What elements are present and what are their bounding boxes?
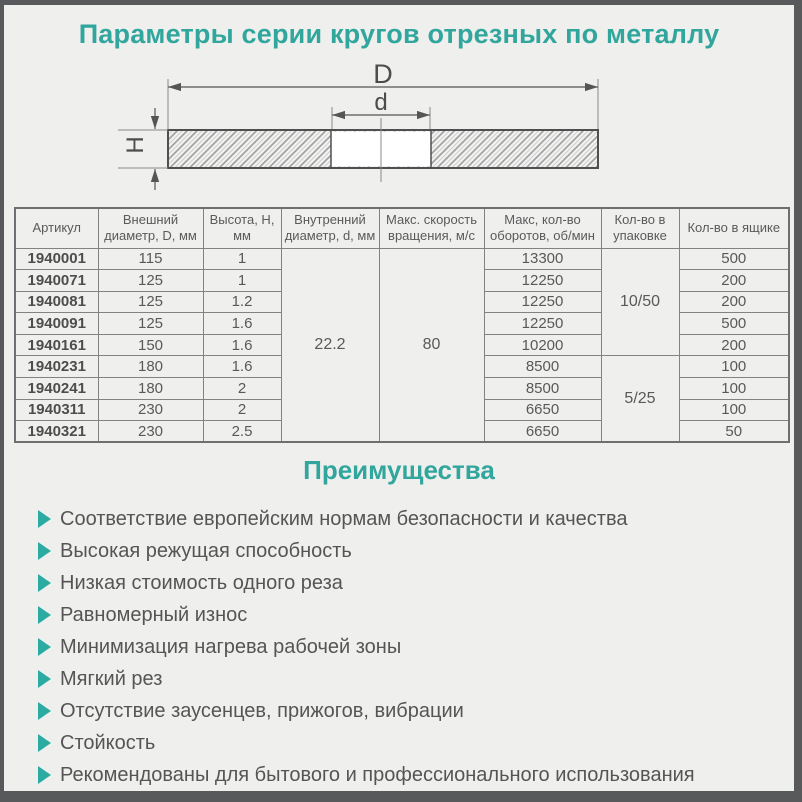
advantage-text: Минимизация нагрева рабочей зоны <box>60 635 402 658</box>
bullet-triangle-icon <box>38 702 51 720</box>
list-item <box>38 567 778 599</box>
col-header-max-speed: Макс. скорость вращения, м/с <box>379 208 484 248</box>
article-cell: 1940321 <box>15 421 98 443</box>
outer-d-cell: 125 <box>98 270 203 292</box>
list-item <box>38 695 778 727</box>
advantages-list <box>38 503 778 791</box>
height-cell: 1 <box>203 270 281 292</box>
qty-box-cell: 500 <box>679 313 789 335</box>
height-cell: 2 <box>203 399 281 421</box>
article-cell: 1940161 <box>15 334 98 356</box>
table-header-row <box>15 208 789 248</box>
table-row <box>15 248 789 270</box>
list-item <box>38 631 778 663</box>
max-rpm-cell: 12250 <box>484 270 601 292</box>
max-rpm-cell: 12250 <box>484 291 601 313</box>
inner-diameter-merged-cell: 22.2 <box>281 248 379 442</box>
qty-box-cell: 50 <box>679 421 789 443</box>
dimension-d-label: d <box>374 89 388 116</box>
bullet-triangle-icon <box>38 510 51 528</box>
list-item <box>38 727 778 759</box>
qty-box-cell: 100 <box>679 399 789 421</box>
article-cell: 1940071 <box>15 270 98 292</box>
qty-box-cell: 200 <box>679 291 789 313</box>
bullet-triangle-icon <box>38 606 51 624</box>
advantages-title: Преимущества <box>303 455 495 485</box>
max-speed-merged-cell: 80 <box>379 248 484 442</box>
advantage-text: Отсутствие заусенцев, прижогов, вибрации <box>60 699 464 722</box>
article-cell: 1940091 <box>15 313 98 335</box>
article-cell: 1940081 <box>15 291 98 313</box>
max-rpm-cell: 8500 <box>484 378 601 400</box>
list-item <box>38 663 778 695</box>
qty-box-cell: 200 <box>679 334 789 356</box>
outer-d-cell: 230 <box>98 399 203 421</box>
pack-qty-merged-cell-top: 10/50 <box>601 248 679 356</box>
max-rpm-cell: 6650 <box>484 399 601 421</box>
outer-d-cell: 230 <box>98 421 203 443</box>
outer-d-cell: 125 <box>98 291 203 313</box>
advantage-text: Соответствие европейским нормам безопасности и качества <box>60 507 628 530</box>
height-cell: 1.2 <box>203 291 281 313</box>
spec-table <box>14 207 790 443</box>
col-header-height: Высота, Н, мм <box>203 208 281 248</box>
col-header-max-rpm: Макс, кол-во оборотов, об/мин <box>484 208 601 248</box>
bullet-triangle-icon <box>38 542 51 560</box>
max-rpm-cell: 8500 <box>484 356 601 378</box>
article-cell: 1940241 <box>15 378 98 400</box>
height-cell: 1.6 <box>203 334 281 356</box>
max-rpm-cell: 6650 <box>484 421 601 443</box>
advantage-text: Низкая стоимость одного реза <box>60 571 343 594</box>
col-header-outer-diameter: Внешний диаметр, D, мм <box>98 208 203 248</box>
list-item <box>38 503 778 535</box>
max-rpm-cell: 10200 <box>484 334 601 356</box>
col-header-article: Артикул <box>15 208 98 248</box>
outer-d-cell: 125 <box>98 313 203 335</box>
outer-d-cell: 180 <box>98 356 203 378</box>
height-cell: 1 <box>203 248 281 270</box>
bullet-triangle-icon <box>38 638 51 656</box>
page-title: Параметры серии кругов отрезных по металлу <box>78 19 720 49</box>
article-cell: 1940311 <box>15 399 98 421</box>
list-item <box>38 599 778 631</box>
dimension-D-label: D <box>373 59 393 89</box>
qty-box-cell: 100 <box>679 356 789 378</box>
article-cell: 1940001 <box>15 248 98 270</box>
list-item <box>38 535 778 567</box>
advantage-text: Рекомендованы для бытового и профессионального использования <box>60 763 695 786</box>
height-cell: 1.6 <box>203 356 281 378</box>
bullet-triangle-icon <box>38 766 51 784</box>
outer-d-cell: 180 <box>98 378 203 400</box>
qty-box-cell: 200 <box>679 270 789 292</box>
article-cell: 1940231 <box>15 356 98 378</box>
height-cell: 2.5 <box>203 421 281 443</box>
advantage-text: Высокая режущая способность <box>60 539 352 562</box>
max-rpm-cell: 12250 <box>484 313 601 335</box>
height-cell: 1.6 <box>203 313 281 335</box>
pack-qty-merged-cell-bottom: 5/25 <box>601 356 679 442</box>
height-cell: 2 <box>203 378 281 400</box>
qty-box-cell: 500 <box>679 248 789 270</box>
disc-cross-section-diagram <box>110 58 690 202</box>
list-item <box>38 759 778 791</box>
qty-box-cell: 100 <box>679 378 789 400</box>
bullet-triangle-icon <box>38 734 51 752</box>
col-header-qty-pack: Кол-во в упаковке <box>601 208 679 248</box>
advantage-text: Мягкий рез <box>60 667 163 690</box>
col-header-inner-diameter: Внутренний диаметр, d, мм <box>281 208 379 248</box>
outer-d-cell: 115 <box>98 248 203 270</box>
advantage-text: Стойкость <box>60 731 156 754</box>
max-rpm-cell: 13300 <box>484 248 601 270</box>
col-header-qty-box: Кол-во в ящике <box>679 208 789 248</box>
outer-d-cell: 150 <box>98 334 203 356</box>
bullet-triangle-icon <box>38 574 51 592</box>
bullet-triangle-icon <box>38 670 51 688</box>
advantage-text: Равномерный износ <box>60 603 248 626</box>
dimension-H-label: H <box>122 136 149 154</box>
